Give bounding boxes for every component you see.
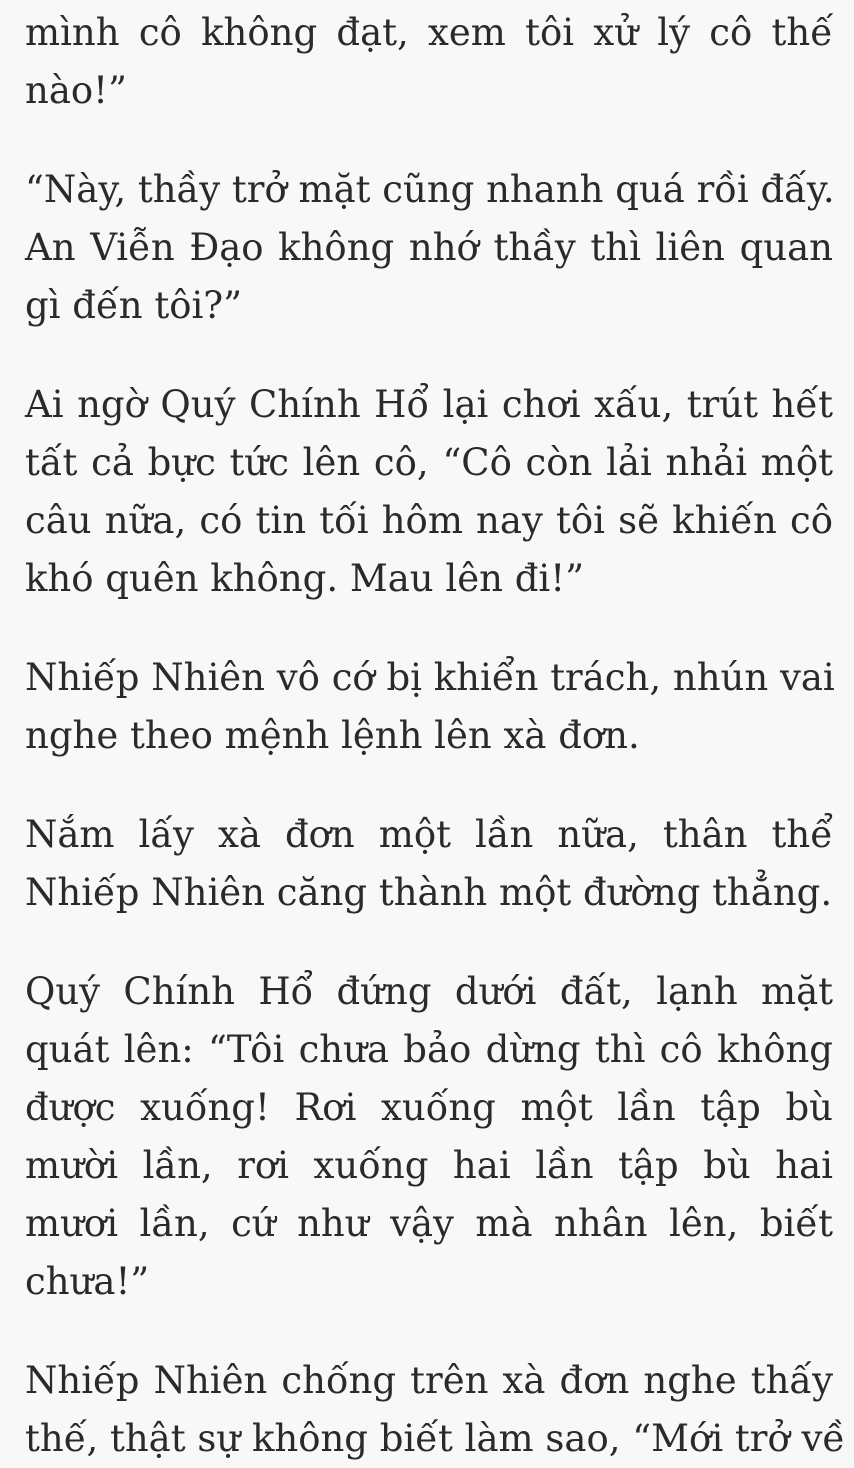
paragraph <box>25 1352 846 1468</box>
text-line: Quý Chính Hổ đứng dưới đất, lạnh mặt <box>25 970 833 1013</box>
text-line: nào!” <box>25 69 127 112</box>
text-line: Nhiếp Nhiên chống trên xà đơn nghe thấy <box>25 1359 833 1402</box>
text-line: Nhiếp Nhiên vô cớ bị khiển trách, nhún vai <box>25 656 835 699</box>
text-line: Nắm lấy xà đơn một lần nữa, thân thể <box>25 813 833 856</box>
text-line: An Viễn Đạo không nhớ thầy thì liên quan <box>25 226 833 269</box>
text-line: tất cả bực tức lên cô, “Cô còn lải nhải một <box>25 441 833 484</box>
text-line: mươi lần, cứ như vậy mà nhân lên, biết <box>25 1202 833 1245</box>
paragraph <box>25 806 833 922</box>
text-line: Ai ngờ Quý Chính Hổ lại chơi xấu, trút hết <box>25 383 833 426</box>
text-line: Nhiếp Nhiên căng thành một đường thẳng. <box>25 871 833 914</box>
paragraph <box>25 4 833 120</box>
paragraph <box>25 376 833 608</box>
text-line: mình cô không đạt, xem tôi xử lý cô thế <box>25 11 833 54</box>
text-line: khó quên không. Mau lên đi!” <box>25 557 585 600</box>
reader-page[interactable] <box>25 0 846 1468</box>
paragraph <box>25 963 833 1311</box>
text-line: mười lần, rơi xuống hai lần tập bù hai <box>25 1144 833 1187</box>
paragraph <box>25 649 833 765</box>
text-line: được xuống! Rơi xuống một lần tập bù <box>25 1086 833 1129</box>
text-line: câu nữa, có tin tối hôm nay tôi sẽ khiến cô <box>25 499 833 542</box>
text-line: nghe theo mệnh lệnh lên xà đơn. <box>25 714 640 757</box>
text-line: thế, thật sự không biết làm sao, “Mới trở về <box>25 1417 846 1460</box>
text-line: chưa!” <box>25 1260 150 1303</box>
paragraph <box>25 161 833 335</box>
text-line: “Này, thầy trở mặt cũng nhanh quá rồi đấy. <box>25 168 835 211</box>
text-line: gì đến tôi?” <box>25 284 243 327</box>
text-line: quát lên: “Tôi chưa bảo dừng thì cô không <box>25 1028 833 1071</box>
